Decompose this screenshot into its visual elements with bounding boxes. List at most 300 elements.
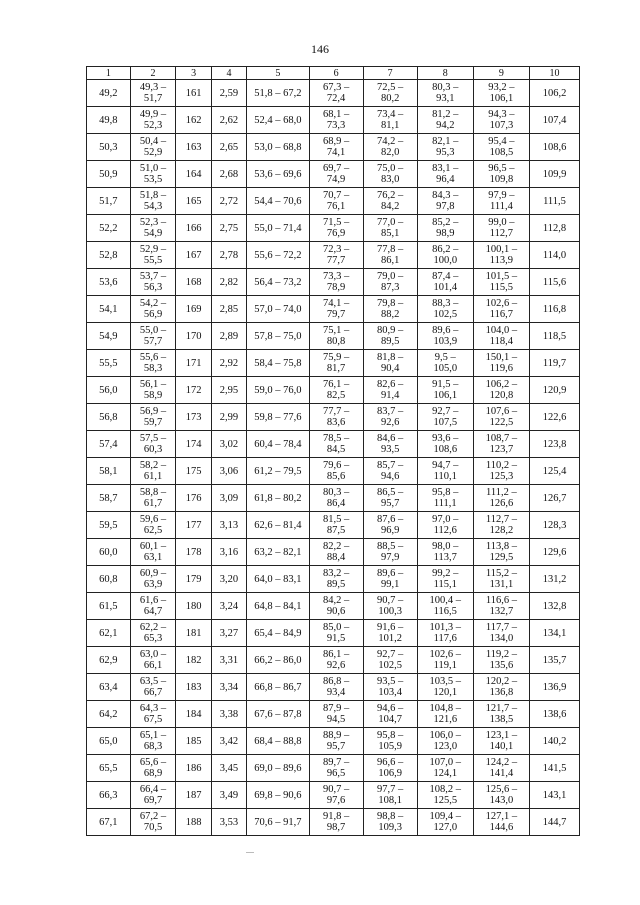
table-cell xyxy=(417,269,473,296)
table-cell: 181 xyxy=(176,620,211,647)
range-start: 86,5 – xyxy=(377,487,404,498)
table-cell: 54,1 xyxy=(87,296,131,323)
table-cell xyxy=(417,755,473,782)
table-cell xyxy=(417,215,473,242)
range-end: 98,7 xyxy=(326,822,346,833)
header-row xyxy=(87,67,580,80)
table-cell xyxy=(130,188,176,215)
table-cell xyxy=(130,728,176,755)
range-end: 82,0 xyxy=(380,147,400,158)
range-start: 77,0 – xyxy=(377,217,404,228)
range-start: 72,5 – xyxy=(377,82,404,93)
range-start: 109,4 – xyxy=(429,811,462,822)
range-start: 113,8 – xyxy=(485,541,517,552)
table-cell xyxy=(473,755,529,782)
range-start: 52,3 – xyxy=(139,217,167,228)
table-cell: 62,1 xyxy=(87,620,131,647)
range-end: 76,9 xyxy=(326,228,346,239)
table-cell: 67,6 – 87,8 xyxy=(247,701,309,728)
table-cell: 136,9 xyxy=(530,674,580,701)
table-cell xyxy=(363,566,417,593)
table-cell xyxy=(130,593,176,620)
range-end: 52,3 xyxy=(143,120,163,131)
range-end: 90,4 xyxy=(380,363,400,374)
table-cell: 132,8 xyxy=(530,593,580,620)
table-cell: 185 xyxy=(176,728,211,755)
range-end: 53,5 xyxy=(143,174,163,185)
table-cell xyxy=(417,134,473,161)
range-start: 55,0 – xyxy=(139,325,167,336)
range-end: 85,1 xyxy=(380,228,400,239)
table-cell xyxy=(473,269,529,296)
range-end: 99,1 xyxy=(380,579,400,590)
range-start: 9,5 – xyxy=(434,352,456,363)
range-start: 60,1 – xyxy=(139,541,167,552)
range-end: 84,2 xyxy=(380,201,400,212)
table-cell: 184 xyxy=(176,701,211,728)
table-cell: 3,24 xyxy=(211,593,246,620)
range-start: 65,1 – xyxy=(139,730,167,741)
table-cell xyxy=(130,782,176,809)
table-cell: 2,68 xyxy=(211,161,246,188)
range-end: 136,8 xyxy=(489,687,514,698)
range-start: 79,6 – xyxy=(322,460,350,471)
table-cell: 61,8 – 80,2 xyxy=(247,485,309,512)
table-cell: 161 xyxy=(176,80,211,107)
table-cell xyxy=(363,161,417,188)
table-cell: 68,4 – 88,8 xyxy=(247,728,309,755)
range-end: 93,1 xyxy=(436,93,455,104)
table-cell: 59,5 xyxy=(87,512,131,539)
range-end: 58,9 xyxy=(143,390,163,401)
range-start: 97,9 – xyxy=(488,190,515,201)
range-start: 83,1 – xyxy=(432,163,459,174)
range-start: 61,6 – xyxy=(139,595,167,606)
table-cell xyxy=(473,431,529,458)
table-cell xyxy=(473,512,529,539)
table-cell: 65,0 xyxy=(87,728,131,755)
range-start: 91,6 – xyxy=(377,622,404,633)
scan-mark xyxy=(246,852,254,853)
table-cell xyxy=(363,701,417,728)
table-cell: 178 xyxy=(176,539,211,566)
table-cell: 64,2 xyxy=(87,701,131,728)
range-start: 82,6 – xyxy=(377,379,404,390)
range-start: 76,1 – xyxy=(322,379,350,390)
table-cell xyxy=(417,809,473,836)
range-end: 113,7 xyxy=(433,552,457,563)
range-start: 94,7 – xyxy=(432,460,459,471)
range-end: 92,6 xyxy=(326,660,346,671)
range-end: 122,5 xyxy=(489,417,514,428)
range-end: 83,6 xyxy=(326,417,346,428)
range-end: 88,2 xyxy=(380,309,400,320)
column-header: 6 xyxy=(309,67,363,80)
range-end: 66,1 xyxy=(143,660,163,671)
table-cell: 52,2 xyxy=(87,215,131,242)
table-cell xyxy=(473,674,529,701)
range-end: 115,1 xyxy=(433,579,457,590)
range-end: 80,2 xyxy=(380,93,400,104)
table-cell xyxy=(363,728,417,755)
table-cell: 123,8 xyxy=(530,431,580,458)
range-end: 84,5 xyxy=(326,444,346,455)
range-start: 102,6 – xyxy=(429,649,462,660)
range-end: 132,7 xyxy=(489,606,514,617)
table-cell: 106,2 xyxy=(530,80,580,107)
range-end: 104,7 xyxy=(378,714,402,725)
table-cell xyxy=(417,647,473,674)
column-header: 8 xyxy=(417,67,473,80)
table-cell xyxy=(363,188,417,215)
range-start: 107,0 – xyxy=(429,757,462,768)
range-start: 55,6 – xyxy=(139,352,167,363)
table-cell xyxy=(363,809,417,836)
range-end: 105,9 xyxy=(378,741,402,752)
table-cell: 57,4 xyxy=(87,431,131,458)
table-cell xyxy=(363,512,417,539)
table-cell xyxy=(130,539,176,566)
table-cell: 53,6 xyxy=(87,269,131,296)
table-cell xyxy=(309,404,363,431)
table-cell xyxy=(309,188,363,215)
table-cell: 3,02 xyxy=(211,431,246,458)
range-start: 79,0 – xyxy=(377,271,404,282)
range-start: 80,9 – xyxy=(377,325,404,336)
range-end: 86,1 xyxy=(380,255,400,266)
range-start: 120,2 – xyxy=(485,676,518,687)
range-end: 107,5 xyxy=(433,417,458,428)
table-cell: 3,49 xyxy=(211,782,246,809)
range-start: 74,1 – xyxy=(322,298,350,309)
range-end: 119,6 xyxy=(489,363,514,374)
range-end: 116,7 xyxy=(489,309,514,320)
table-cell: 55,5 xyxy=(87,350,131,377)
table-cell: 179 xyxy=(176,566,211,593)
range-end: 93,5 xyxy=(380,444,400,455)
range-start: 97,0 – xyxy=(432,514,459,525)
range-end: 94,6 xyxy=(380,471,400,482)
table-cell: 114,0 xyxy=(530,242,580,269)
range-end: 106,1 xyxy=(433,390,458,401)
table-cell xyxy=(130,701,176,728)
table-cell: 57,0 – 74,0 xyxy=(247,296,309,323)
table-cell: 107,4 xyxy=(530,107,580,134)
table-cell: 140,2 xyxy=(530,728,580,755)
range-end: 94,2 xyxy=(436,120,455,131)
table-row xyxy=(87,188,580,215)
range-start: 64,3 – xyxy=(139,703,167,714)
range-end: 107,3 xyxy=(489,120,514,131)
range-end: 100,3 xyxy=(378,606,402,617)
table-cell: 2,78 xyxy=(211,242,246,269)
table-cell xyxy=(473,134,529,161)
table-cell xyxy=(130,620,176,647)
range-end: 106,9 xyxy=(378,768,402,779)
range-start: 69,7 – xyxy=(322,163,350,174)
table-row xyxy=(87,674,580,701)
table-cell: 173 xyxy=(176,404,211,431)
table-row xyxy=(87,80,580,107)
range-end: 91,4 xyxy=(380,390,400,401)
range-end: 111,4 xyxy=(489,201,513,212)
range-start: 84,2 – xyxy=(322,595,350,606)
range-start: 101,5 – xyxy=(485,271,518,282)
table-cell xyxy=(363,404,417,431)
range-start: 82,1 – xyxy=(432,136,459,147)
range-start: 87,4 – xyxy=(432,271,459,282)
table-cell: 50,9 xyxy=(87,161,131,188)
table-cell: 3,42 xyxy=(211,728,246,755)
table-cell xyxy=(309,161,363,188)
table-cell xyxy=(363,269,417,296)
table-cell: 70,6 – 91,7 xyxy=(247,809,309,836)
table-cell: 61,5 xyxy=(87,593,131,620)
table-cell: 134,1 xyxy=(530,620,580,647)
table-cell: 175 xyxy=(176,458,211,485)
range-start: 72,3 – xyxy=(322,244,350,255)
range-start: 92,7 – xyxy=(377,649,404,660)
table-cell: 54,9 xyxy=(87,323,131,350)
table-cell: 180 xyxy=(176,593,211,620)
range-end: 54,3 xyxy=(143,201,163,212)
table-cell xyxy=(130,647,176,674)
table-cell xyxy=(473,485,529,512)
range-end: 82,5 xyxy=(326,390,346,401)
range-start: 62,2 – xyxy=(139,622,167,633)
table-cell xyxy=(363,458,417,485)
range-start: 106,2 – xyxy=(485,379,518,390)
range-start: 111,2 – xyxy=(486,487,517,498)
range-start: 66,4 – xyxy=(139,784,167,795)
range-start: 150,1 – xyxy=(485,352,518,363)
table-row xyxy=(87,161,580,188)
table-cell xyxy=(309,809,363,836)
table-cell xyxy=(363,134,417,161)
range-end: 102,5 xyxy=(433,309,458,320)
range-start: 84,6 – xyxy=(377,433,404,444)
range-start: 98,0 – xyxy=(432,541,459,552)
range-start: 86,1 – xyxy=(322,649,350,660)
table-cell xyxy=(363,485,417,512)
range-start: 94,3 – xyxy=(488,109,515,120)
range-start: 74,2 – xyxy=(377,136,404,147)
range-start: 88,9 – xyxy=(322,730,350,741)
range-start: 73,3 – xyxy=(322,271,350,282)
range-start: 87,6 – xyxy=(377,514,404,525)
range-start: 99,2 – xyxy=(432,568,459,579)
range-start: 75,0 – xyxy=(377,163,404,174)
table-row xyxy=(87,809,580,836)
table-cell: 60,0 xyxy=(87,539,131,566)
table-cell: 168 xyxy=(176,269,211,296)
table-row xyxy=(87,431,580,458)
range-start: 123,1 – xyxy=(485,730,518,741)
table-cell xyxy=(473,539,529,566)
range-end: 97,6 xyxy=(326,795,346,806)
table-cell xyxy=(473,377,529,404)
table-cell xyxy=(363,431,417,458)
table-cell: 64,8 – 84,1 xyxy=(247,593,309,620)
range-start: 116,6 – xyxy=(485,595,517,606)
table-cell: 187 xyxy=(176,782,211,809)
table-row xyxy=(87,458,580,485)
range-end: 64,7 xyxy=(143,606,163,617)
range-end: 95,3 xyxy=(436,147,455,158)
range-start: 85,2 – xyxy=(432,217,459,228)
table-cell: 170 xyxy=(176,323,211,350)
range-start: 107,6 – xyxy=(485,406,518,417)
range-end: 72,4 xyxy=(326,93,346,104)
table-cell: 125,4 xyxy=(530,458,580,485)
table-cell: 53,6 – 69,6 xyxy=(247,161,309,188)
range-start: 91,8 – xyxy=(322,811,350,822)
table-cell xyxy=(309,323,363,350)
table-cell xyxy=(130,674,176,701)
range-start: 75,1 – xyxy=(322,325,350,336)
range-start: 110,2 – xyxy=(485,460,517,471)
table-cell: 115,6 xyxy=(530,269,580,296)
range-end: 123,0 xyxy=(433,741,458,752)
table-cell xyxy=(130,161,176,188)
table-cell: 122,6 xyxy=(530,404,580,431)
column-header: 5 xyxy=(247,67,309,80)
range-end: 92,6 xyxy=(380,417,400,428)
range-start: 96,5 – xyxy=(488,163,515,174)
table-cell xyxy=(473,782,529,809)
table-cell xyxy=(309,431,363,458)
table-row xyxy=(87,647,580,674)
range-start: 57,5 – xyxy=(139,433,167,444)
range-end: 115,5 xyxy=(489,282,514,293)
table-cell: 61,2 – 79,5 xyxy=(247,458,309,485)
table-cell: 112,8 xyxy=(530,215,580,242)
range-end: 97,9 xyxy=(380,552,400,563)
range-start: 104,8 – xyxy=(429,703,462,714)
range-end: 120,1 xyxy=(433,687,458,698)
range-end: 68,9 xyxy=(143,768,163,779)
range-end: 131,1 xyxy=(489,579,514,590)
range-start: 58,2 – xyxy=(139,460,167,471)
range-end: 103,4 xyxy=(378,687,402,698)
table-cell: 62,9 xyxy=(87,647,131,674)
range-end: 123,7 xyxy=(489,444,514,455)
table-cell xyxy=(417,728,473,755)
table-cell xyxy=(130,431,176,458)
range-end: 102,5 xyxy=(378,660,402,671)
table-cell xyxy=(363,215,417,242)
table-cell xyxy=(473,161,529,188)
range-start: 87,9 – xyxy=(322,703,350,714)
table-cell xyxy=(473,728,529,755)
table-row xyxy=(87,539,580,566)
range-end: 66,7 xyxy=(143,687,163,698)
table-cell: 52,8 xyxy=(87,242,131,269)
range-end: 89,5 xyxy=(326,579,346,590)
table-cell xyxy=(417,296,473,323)
table-cell: 2,89 xyxy=(211,323,246,350)
range-end: 141,4 xyxy=(489,768,514,779)
range-start: 49,3 – xyxy=(139,82,167,93)
range-start: 84,3 – xyxy=(432,190,459,201)
table-row xyxy=(87,728,580,755)
table-cell: 63,2 – 82,1 xyxy=(247,539,309,566)
range-end: 63,9 xyxy=(143,579,163,590)
range-end: 112,6 xyxy=(433,525,457,536)
table-cell xyxy=(130,323,176,350)
table-cell: 65,5 xyxy=(87,755,131,782)
table-cell: 143,1 xyxy=(530,782,580,809)
range-start: 103,5 – xyxy=(429,676,462,687)
table-cell: 163 xyxy=(176,134,211,161)
range-end: 68,3 xyxy=(143,741,163,752)
table-cell: 2,82 xyxy=(211,269,246,296)
range-end: 85,6 xyxy=(326,471,346,482)
range-start: 78,5 – xyxy=(322,433,350,444)
table-cell xyxy=(417,539,473,566)
range-start: 112,7 – xyxy=(485,514,517,525)
table-cell xyxy=(309,215,363,242)
table-row xyxy=(87,701,580,728)
table-cell: 135,7 xyxy=(530,647,580,674)
range-start: 73,4 – xyxy=(377,109,404,120)
table-cell xyxy=(473,620,529,647)
range-end: 61,1 xyxy=(143,471,163,482)
table-cell: 49,8 xyxy=(87,107,131,134)
reference-table xyxy=(86,66,580,836)
table-cell: 176 xyxy=(176,485,211,512)
table-cell: 69,8 – 90,6 xyxy=(247,782,309,809)
range-end: 55,5 xyxy=(143,255,163,266)
table-cell xyxy=(363,107,417,134)
table-cell xyxy=(309,242,363,269)
range-end: 78,9 xyxy=(326,282,346,293)
table-cell xyxy=(363,674,417,701)
range-start: 77,8 – xyxy=(377,244,404,255)
table-cell: 3,38 xyxy=(211,701,246,728)
range-start: 58,8 – xyxy=(139,487,167,498)
range-end: 58,3 xyxy=(143,363,163,374)
table-cell: 55,0 – 71,4 xyxy=(247,215,309,242)
table-cell: 2,92 xyxy=(211,350,246,377)
range-end: 56,3 xyxy=(143,282,163,293)
range-start: 88,3 – xyxy=(432,298,459,309)
table-cell xyxy=(417,458,473,485)
range-end: 126,6 xyxy=(489,498,514,509)
range-start: 52,9 – xyxy=(139,244,167,255)
range-end: 76,1 xyxy=(326,201,346,212)
column-header: 1 xyxy=(87,67,131,80)
range-end: 86,4 xyxy=(326,498,346,509)
table-header xyxy=(87,67,580,80)
range-start: 80,3 – xyxy=(322,487,350,498)
range-end: 65,3 xyxy=(143,633,163,644)
range-end: 109,3 xyxy=(378,822,402,833)
table-cell xyxy=(473,458,529,485)
range-start: 51,8 – xyxy=(139,190,167,201)
table-cell xyxy=(309,647,363,674)
table-cell xyxy=(417,620,473,647)
table-cell xyxy=(417,242,473,269)
table-cell: 2,65 xyxy=(211,134,246,161)
table-cell xyxy=(363,593,417,620)
table-cell: 108,6 xyxy=(530,134,580,161)
table-row xyxy=(87,593,580,620)
table-cell xyxy=(363,242,417,269)
table-cell: 63,4 xyxy=(87,674,131,701)
range-end: 91,5 xyxy=(326,633,346,644)
range-end: 127,0 xyxy=(433,822,458,833)
